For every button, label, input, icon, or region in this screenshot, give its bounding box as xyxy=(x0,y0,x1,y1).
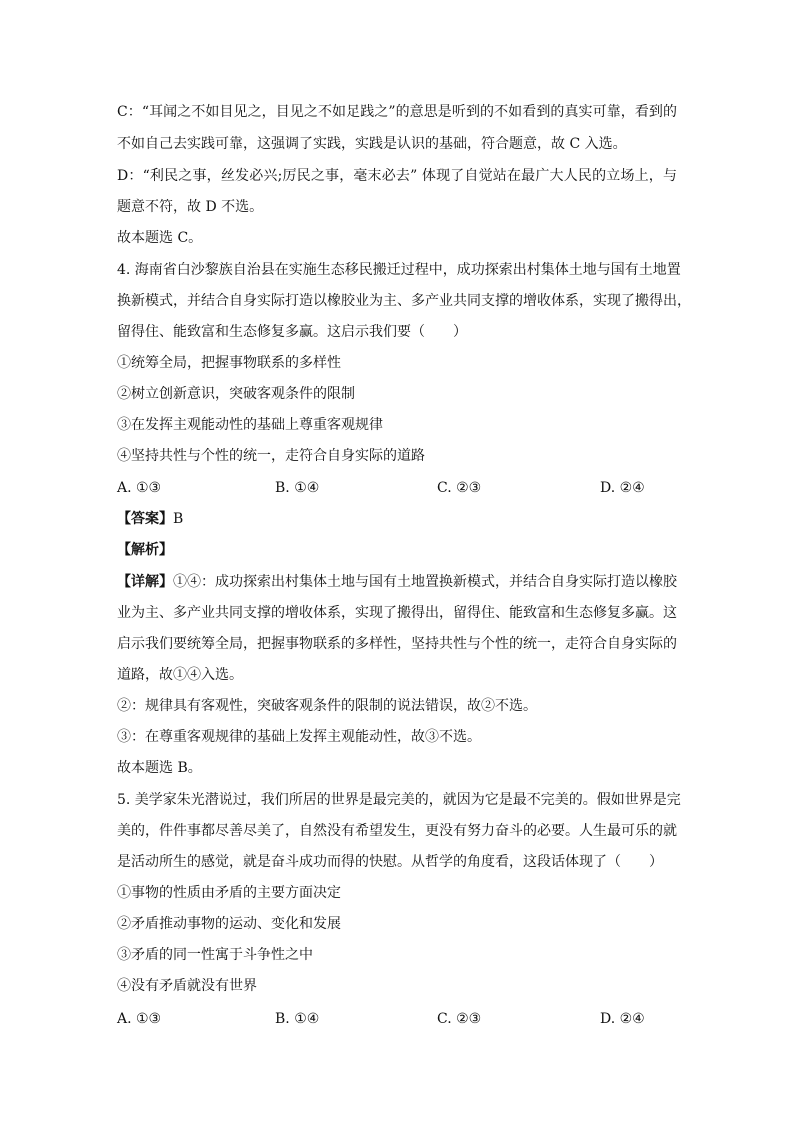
question-4-option-d: D. ②④ xyxy=(600,480,645,496)
detail-text: ①④：成功探索出村集体土地与国有土地置换新模式，并结合自身实际打造以橡胶 xyxy=(173,574,677,590)
text-line: C：“耳闻之不如目见之，目见之不如足践之”的意思是听到的不如看到的真实可靠，看到的 xyxy=(117,104,677,120)
text-line: 故本题选 C。 xyxy=(117,230,203,246)
question-5-option-b: B. ①④ xyxy=(275,1011,320,1027)
question-5-statement: ①事物的性质由矛盾的主要方面决定 xyxy=(117,885,341,901)
question-4-stem: 换新模式，并结合自身实际打造以橡胶业为主、多产业共同支撑的增收体系，实现了搬得出， xyxy=(117,293,691,309)
question-5-stem: 是活动所生的感觉，就是奋斗成功而得的快慰。从哲学的角度看，这段话体现了（ ） xyxy=(117,854,663,870)
question-4-statement: ④坚持共性与个性的统一，走符合自身实际的道路 xyxy=(117,448,425,464)
detail-label: 【详解】 xyxy=(117,574,173,590)
question-5-stem: 5. 美学家朱光潜说过，我们所居的世界是最完美的，就因为它是最不完美的。假如世界是完 xyxy=(117,792,681,808)
text-line: D：“利民之事，丝发必兴;厉民之事，毫末必去” 体现了自觉站在最广大人民的立场上，与 xyxy=(117,168,677,184)
answer-label: 【答案】 xyxy=(117,511,173,527)
text-line: 故本题选 B。 xyxy=(117,760,202,776)
question-5-option-d: D. ②④ xyxy=(600,1011,645,1027)
text-line: 业为主、多产业共同支撑的增收体系，实现了搬得出，留得住、能致富和生态修复多赢。这 xyxy=(117,605,677,621)
detail-line xyxy=(117,572,677,592)
question-5-stem: 美的，件件事都尽善尽美了，自然没有希望发生，更没有努力奋斗的必要。人生最可乐的就 xyxy=(117,823,677,839)
question-4-stem: 4. 海南省白沙黎族自治县在实施生态移民搬迁过程中，成功探索出村集体土地与国有土地置 xyxy=(117,262,681,278)
question-5-option-c: C. ②③ xyxy=(437,1011,482,1027)
question-4-statement: ①统筹全局，把握事物联系的多样性 xyxy=(117,355,341,371)
text-line: ③：在尊重客观规律的基础上发挥主观能动性，故③不选。 xyxy=(117,729,481,745)
answer-value: B xyxy=(173,511,184,527)
question-5-option-a: A. ①③ xyxy=(117,1011,162,1027)
question-5-statement: ④没有矛盾就没有世界 xyxy=(117,978,257,994)
text-line: ②：规律具有客观性，突破客观条件的限制的说法错误，故②不选。 xyxy=(117,698,537,714)
question-4-stem: 留得住、能致富和生态修复多赢。这启示我们要（ ） xyxy=(117,324,467,340)
answer-line xyxy=(117,509,183,529)
question-5-statement: ②矛盾推动事物的运动、变化和发展 xyxy=(117,916,341,932)
question-4-statement: ②树立创新意识，突破客观条件的限制 xyxy=(117,386,355,402)
question-4-statement: ③在发挥主观能动性的基础上尊重客观规律 xyxy=(117,417,383,433)
question-5-statement: ③矛盾的同一性寓于斗争性之中 xyxy=(117,947,313,963)
text-line: 题意不符，故 D 不选。 xyxy=(117,199,264,215)
question-4-option-c: C. ②③ xyxy=(437,480,482,496)
analysis-label: 【解析】 xyxy=(117,542,173,558)
text-line: 道路，故①④入选。 xyxy=(117,667,243,683)
question-4-option-a: A. ①③ xyxy=(117,480,162,496)
analysis-line xyxy=(117,540,173,560)
text-line: 不如自己去实践可靠，这强调了实践，实践是认识的基础，符合题意，故 C 入选。 xyxy=(117,136,627,152)
text-line: 启示我们要统筹全局，把握事物联系的多样性，坚持共性与个性的统一，走符合自身实际的 xyxy=(117,636,677,652)
question-4-option-b: B. ①④ xyxy=(275,480,320,496)
